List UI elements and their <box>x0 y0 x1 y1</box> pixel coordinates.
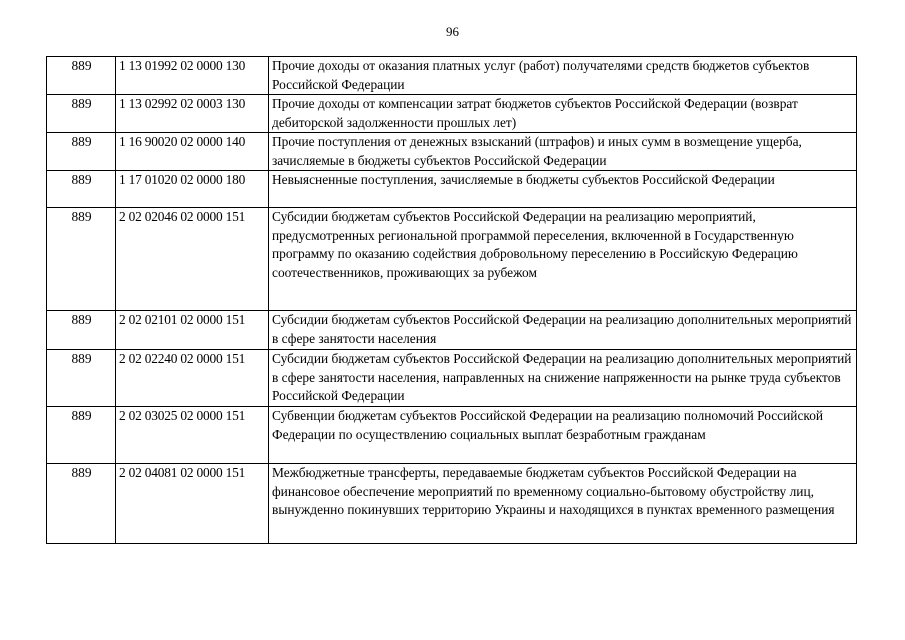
description-cell: Невыясненные поступления, зачисляемые в бюджеты субъектов Российской Федерации <box>269 171 857 208</box>
budget-code-cell: 2 02 03025 02 0000 151 <box>116 407 269 464</box>
admin-code-cell: 889 <box>47 407 116 464</box>
budget-code-cell: 1 13 01992 02 0000 130 <box>116 57 269 95</box>
budget-code-cell: 1 16 90020 02 0000 140 <box>116 133 269 171</box>
budget-code-cell: 1 17 01020 02 0000 180 <box>116 171 269 208</box>
admin-code-cell: 889 <box>47 350 116 407</box>
admin-code-cell: 889 <box>47 133 116 171</box>
table-row <box>47 57 857 95</box>
budget-code-cell: 1 13 02992 02 0003 130 <box>116 95 269 133</box>
description-cell: Субвенции бюджетам субъектов Российской Федерации на реализацию полномочий Российской Федерации по осуществлению социальных выплат безработным гражданам <box>269 407 857 464</box>
description-cell: Субсидии бюджетам субъектов Российской Федерации на реализацию дополнительных мероприятий в сфере занятости населения, направленных на снижение напряженности на рынке труда субъектов Российской Федерации <box>269 350 857 407</box>
budget-revenue-table <box>46 56 857 544</box>
admin-code-cell: 889 <box>47 95 116 133</box>
admin-code-cell: 889 <box>47 57 116 95</box>
admin-code-cell: 889 <box>47 171 116 208</box>
admin-code-cell: 889 <box>47 464 116 544</box>
table-row <box>47 171 857 208</box>
table-row <box>47 464 857 544</box>
description-cell: Прочие доходы от компенсации затрат бюджетов субъектов Российской Федерации (возврат дебиторской задолженности прошлых лет) <box>269 95 857 133</box>
table-row <box>47 350 857 407</box>
table-row <box>47 208 857 311</box>
budget-code-cell: 2 02 02046 02 0000 151 <box>116 208 269 311</box>
admin-code-cell: 889 <box>47 208 116 311</box>
page-number: 96 <box>446 24 459 39</box>
description-cell: Межбюджетные трансферты, передаваемые бюджетам субъектов Российской Федерации на финансовое обеспечение мероприятий по временному социально-бытовому обустройству лиц, вынужденно покинувших территорию Украины и находящихся в пунктах временного размещения <box>269 464 857 544</box>
description-cell: Прочие доходы от оказания платных услуг (работ) получателями средств бюджетов субъектов Российской Федерации <box>269 57 857 95</box>
budget-code-cell: 2 02 02101 02 0000 151 <box>116 311 269 350</box>
admin-code-cell: 889 <box>47 311 116 350</box>
budget-code-cell: 2 02 02240 02 0000 151 <box>116 350 269 407</box>
table-row <box>47 407 857 464</box>
table-row <box>47 133 857 171</box>
description-cell: Прочие поступления от денежных взысканий (штрафов) и иных сумм в возмещение ущерба, зачисляемые в бюджеты субъектов Российской Федерации <box>269 133 857 171</box>
budget-code-cell: 2 02 04081 02 0000 151 <box>116 464 269 544</box>
description-cell: Субсидии бюджетам субъектов Российской Федерации на реализацию мероприятий, предусмотренных региональной программой переселения, включенной в Государственную программу по оказанию содействия добровольному переселению в Российскую Федерацию соотечественников, проживающих за рубежом <box>269 208 857 311</box>
table-row <box>47 95 857 133</box>
table-row <box>47 311 857 350</box>
description-cell: Субсидии бюджетам субъектов Российской Федерации на реализацию дополнительных мероприятий в сфере занятости населения <box>269 311 857 350</box>
